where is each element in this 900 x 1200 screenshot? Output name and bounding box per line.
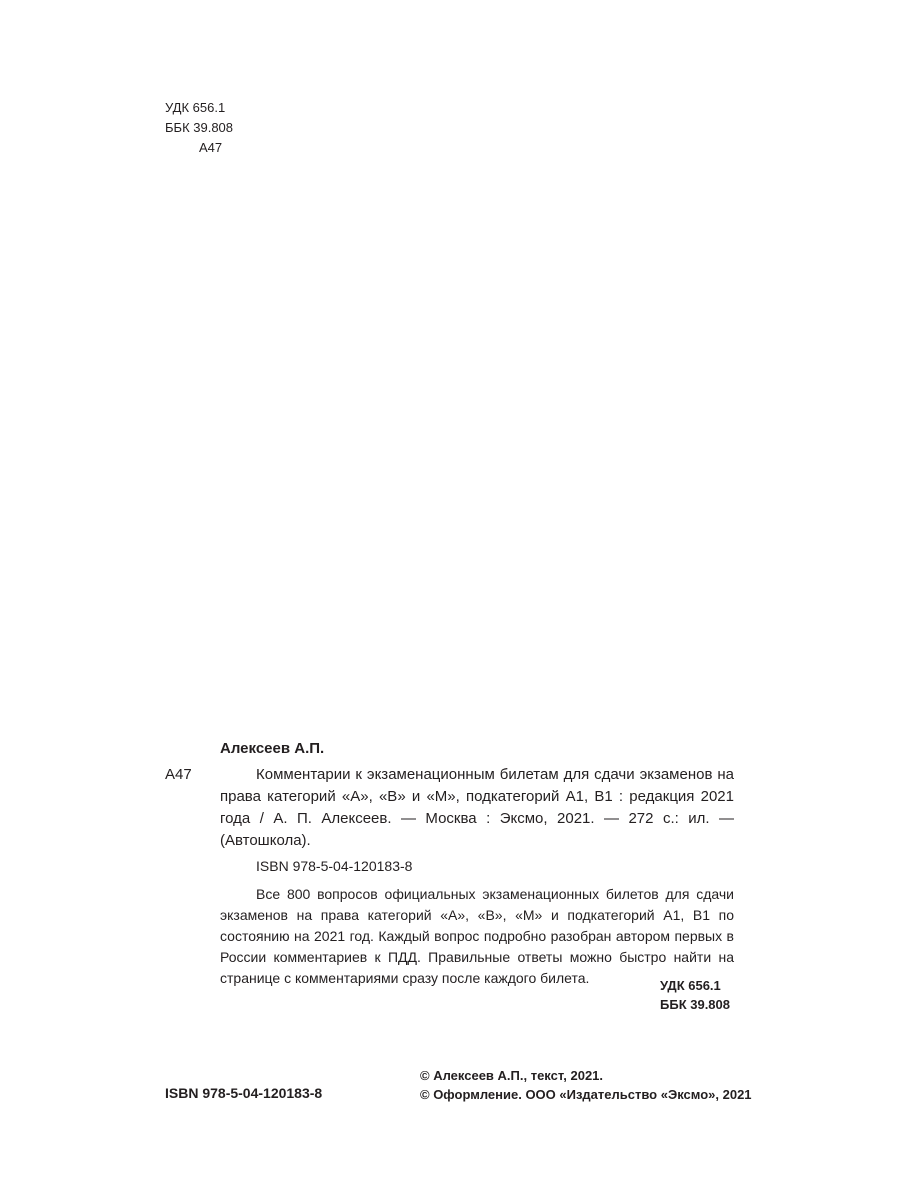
author-mark-catalog: А47 [165,766,192,783]
isbn-footer: ISBN 978-5-04-120183-8 [165,1085,323,1101]
annotation-text: Все 800 вопросов официальных экзаменационных билетов для сдачи экзаменов на права категорий «А», «В», «М» и подкатегорий А1, В1 по состоянию на 2021 год. Каждый вопрос подробно разобран автором первых в России комментариев к ПДД. Правильные ответы можно быстро найти на странице с комментариями сразу после каждого билета. [220,886,734,986]
isbn-catalog: ISBN 978-5-04-120183-8 [256,858,413,874]
top-classification-codes [165,98,233,158]
bibliographic-entry: Комментарии к экзаменационным билетам для сдачи экзаменов на права категорий «А», «В» и «М», подкатегорий А1, В1 : редакция 2021 года / А. П. Алексеев. — Москва : Эксмо, 2021. — 272 с.: ил. — (Автошкола). [220,766,734,849]
udk-code-bottom: УДК 656.1 [660,978,721,993]
author-name: Алексеев А.П. [220,740,325,757]
copyright-design: © Оформление. ООО «Издательство «Эксмо», 2021 [420,1087,752,1102]
copyright-author: © Алексеев А.П., текст, 2021. [420,1068,604,1083]
udk-code: УДК 656.1 [165,100,226,115]
author-mark: А47 [199,140,223,155]
copyright-block [420,1066,752,1104]
catalog-classification-codes [660,976,730,1014]
bbk-code: ББК 39.808 [165,120,234,135]
bbk-code-bottom: ББК 39.808 [660,997,730,1012]
